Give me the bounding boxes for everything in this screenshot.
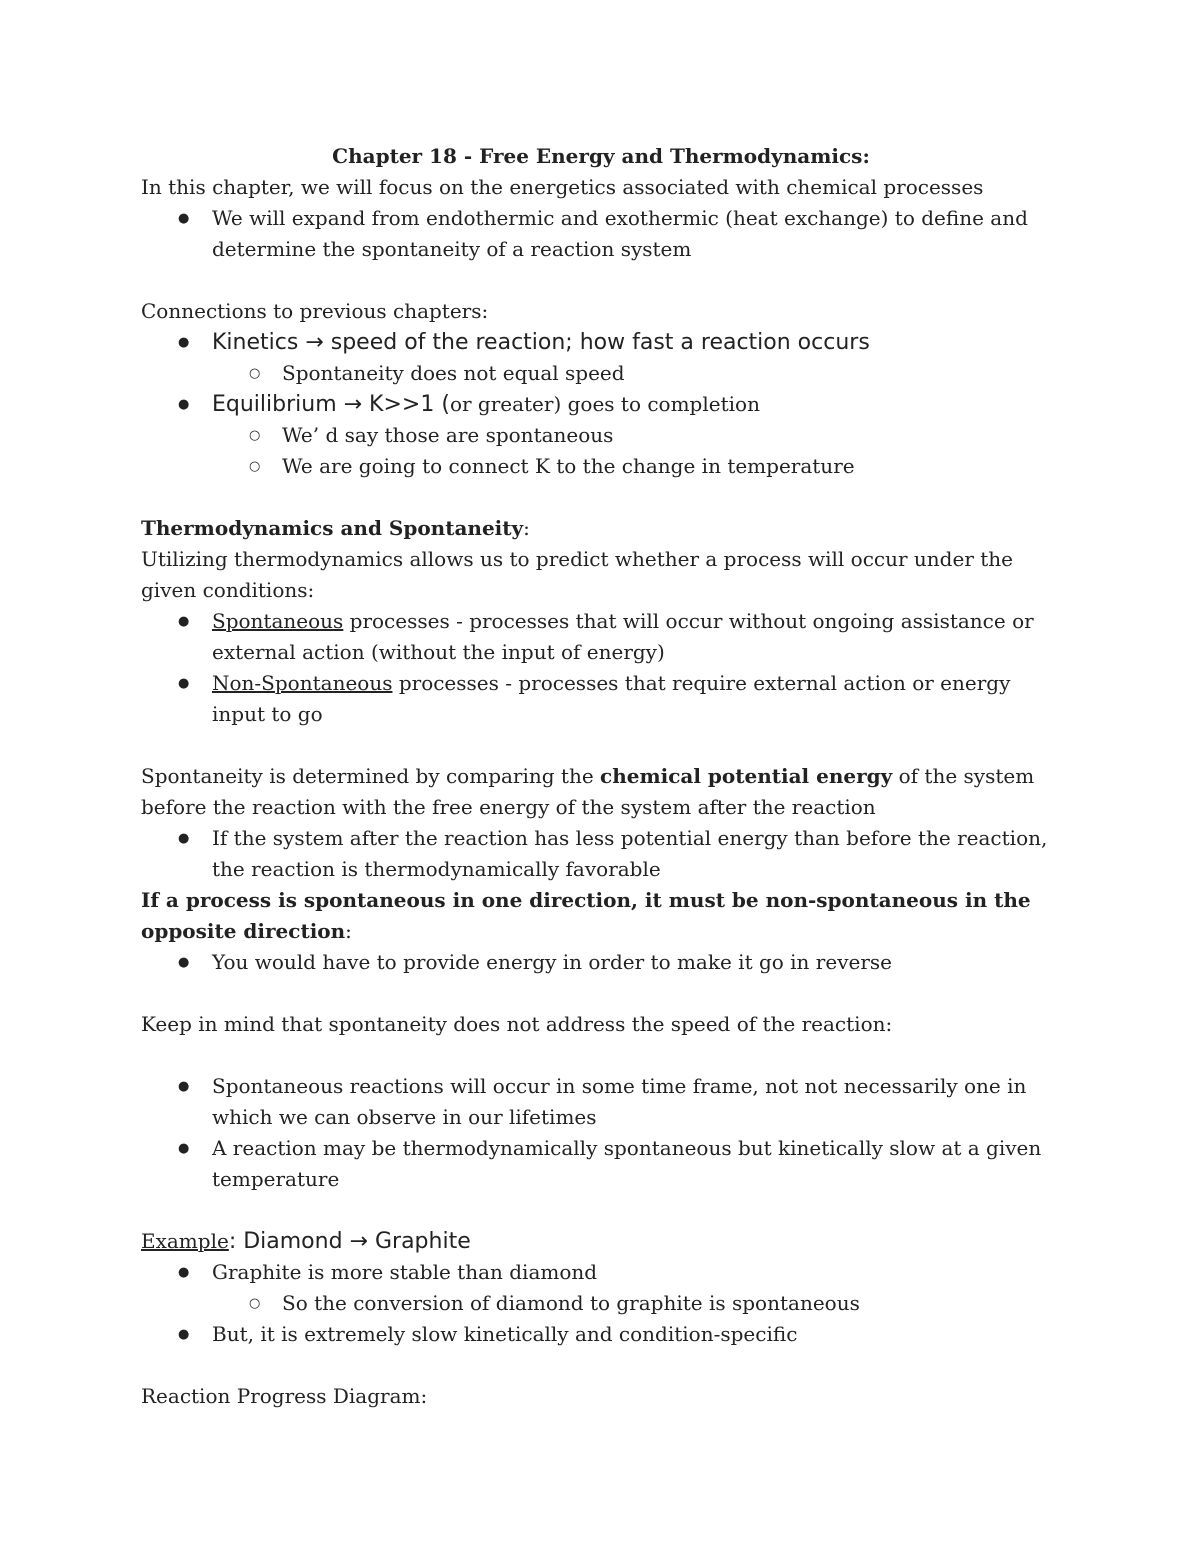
list-item: ● You would have to provide energy in order to make it go in reverse	[141, 947, 1061, 978]
connections-heading: Connections to previous chapters:	[141, 299, 489, 323]
example-heading	[141, 1226, 1061, 1257]
page-title: Chapter 18 - Free Energy and Thermodynamics:	[332, 144, 870, 168]
determined-text-a: Spontaneity is determined by comparing the	[141, 764, 601, 788]
equilibrium-sublist	[141, 420, 1061, 482]
reverse-list	[141, 947, 1061, 978]
list-item: ● We will expand from endothermic and exothermic (heat exchange) to define and determine the spontaneity of a reaction system	[141, 203, 1061, 265]
bold-statement	[141, 885, 1061, 947]
list-item: ○ We’ d say those are spontaneous	[141, 420, 1061, 451]
list-item: ● But, it is extremely slow kinetically and condition-specific	[141, 1319, 1061, 1350]
kinetics-sublist	[141, 358, 1061, 389]
thermo-heading	[141, 513, 1061, 544]
document-content	[141, 141, 1061, 1412]
equilibrium-text: Equilibrium → K>>1 (	[212, 392, 450, 417]
list-item: ○ We are going to connect K to the change in temperature	[141, 451, 1061, 482]
thermo-heading-colon: :	[523, 516, 530, 540]
bold-statement-text: If a process is spontaneous in one direction, it must be non-spontaneous in the opposite direction	[141, 888, 1031, 943]
example-sublist	[141, 1288, 1061, 1319]
intro-text: In this chapter, we will focus on the energetics associated with chemical processes	[141, 175, 984, 199]
equilibrium-rest: or greater) goes to completion	[449, 392, 760, 416]
example-title: : Diamond → Graphite	[228, 1229, 471, 1254]
bold-statement-colon: :	[345, 919, 352, 943]
list-item: ○ So the conversion of diamond to graphite is spontaneous	[141, 1288, 1061, 1319]
determined-text-b: of the system before the reaction with the free energy of the system after the reaction	[141, 764, 1035, 819]
thermo-list	[141, 606, 1061, 730]
speed-list	[141, 1071, 1061, 1195]
list-item-nonspontaneous	[141, 668, 1061, 730]
spontaneous-term: Spontaneous	[212, 609, 344, 633]
spontaneous-def: processes - processes that will occur without ongoing assistance or external action (without the input of energy)	[212, 609, 1034, 664]
example-list	[141, 1257, 1061, 1350]
list-item-equilibrium	[141, 389, 1061, 420]
nonspontaneous-def: processes - processes that require external action or energy input to go	[212, 671, 1011, 726]
list-item-spontaneous	[141, 606, 1061, 668]
determined-list	[141, 823, 1061, 885]
example-label: Example	[141, 1229, 229, 1253]
list-item-kinetics	[141, 327, 1061, 358]
nonspontaneous-term: Non-Spontaneous	[212, 671, 393, 695]
list-item: ● Graphite is more stable than diamond	[141, 1257, 1061, 1288]
list-item: ● Spontaneous reactions will occur in some time frame, not not necessarily one in which we can observe in our lifetimes	[141, 1071, 1061, 1133]
thermo-text: Utilizing thermodynamics allows us to predict whether a process will occur under the given conditions:	[141, 547, 1013, 602]
diagram-label: Reaction Progress Diagram:	[141, 1384, 428, 1408]
list-item: ○ Spontaneity does not equal speed	[141, 358, 1061, 389]
speed-text: Keep in mind that spontaneity does not address the speed of the reaction:	[141, 1012, 893, 1036]
list-item: ● A reaction may be thermodynamically spontaneous but kinetically slow at a given temperature	[141, 1133, 1061, 1195]
intro-list	[141, 203, 1061, 265]
list-item: ● If the system after the reaction has less potential energy than before the reaction, the reaction is thermodynamically favorable	[141, 823, 1061, 885]
determined-text	[141, 761, 1061, 823]
kinetics-text: Kinetics → speed of the reaction; how fast a reaction occurs	[212, 330, 870, 355]
determined-bold: chemical potential energy	[600, 764, 893, 788]
thermo-heading-text: Thermodynamics and Spontaneity	[141, 516, 524, 540]
connections-list	[141, 327, 1061, 482]
